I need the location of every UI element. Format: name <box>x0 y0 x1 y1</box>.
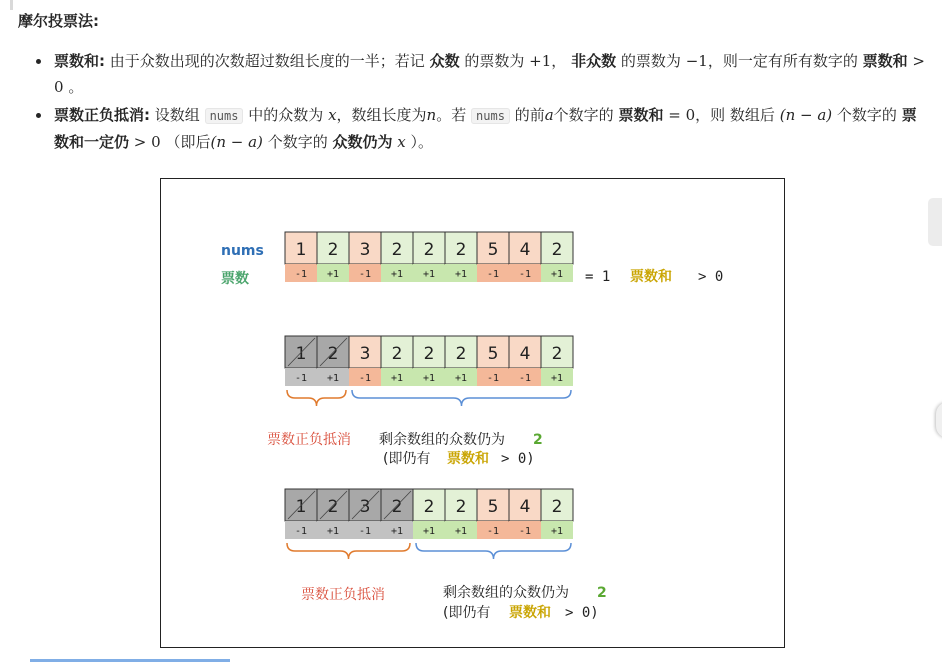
text: 设数组 <box>154 106 200 124</box>
vote-label: +1 <box>550 373 564 384</box>
vote-label: +1 <box>326 269 340 280</box>
vote-label: -1 <box>294 373 308 384</box>
vote-label: -1 <box>518 526 532 537</box>
number-label: 3 <box>359 344 371 364</box>
remain-label: 剩余数组的众数仍为 <box>379 432 505 448</box>
math-n-minus-a: (n − a) <box>779 106 833 124</box>
number-label: 1 <box>295 344 307 364</box>
brace-cancel <box>287 390 346 406</box>
number-label: 2 <box>423 344 435 364</box>
text: ，数组长度为 <box>336 106 427 124</box>
bold-vote-sum: 票数和 <box>618 106 664 124</box>
vote-label: -1 <box>518 269 532 280</box>
number-label: 4 <box>519 344 531 364</box>
vote-label: -1 <box>358 373 372 384</box>
vote-label: -1 <box>486 269 500 280</box>
bold-majority-still: 众数仍为 <box>332 133 393 151</box>
brace-cancel <box>287 543 410 559</box>
brace-remain <box>416 543 571 559</box>
number-label: 2 <box>391 344 403 364</box>
still-suffix: > 0) <box>565 605 599 621</box>
number-label: 2 <box>455 344 467 364</box>
math-n: n <box>426 106 437 124</box>
number-label: 5 <box>487 497 499 517</box>
side-floating-button[interactable] <box>936 402 942 438</box>
vote-label: -1 <box>358 526 372 537</box>
inline-code-nums: nums <box>471 108 510 124</box>
text: 的前 <box>514 106 545 124</box>
text: 由于众数出现的次数超过数组长度的一半；若记 <box>109 52 425 70</box>
number-label: 2 <box>423 240 435 260</box>
still-prefix: (即仍有 <box>383 451 431 467</box>
vote-label: -1 <box>518 373 532 384</box>
brace-remain <box>352 390 571 406</box>
math-gt-zero: > 0 <box>133 133 161 151</box>
number-label: 2 <box>391 240 403 260</box>
bullet-vote-cancel <box>30 102 925 155</box>
vote-label: +1 <box>390 373 404 384</box>
votes-label: 票数 <box>221 271 249 287</box>
text: 的票数为 <box>464 52 525 70</box>
text: 的票数为 <box>620 52 681 70</box>
side-toolbar-button[interactable] <box>928 198 942 246</box>
math-x: x <box>328 106 337 124</box>
next-line-fragment <box>10 659 250 665</box>
cancel-label: 票数正负抵消 <box>267 432 351 448</box>
math-minus-one: −1 <box>685 52 708 70</box>
text: 个数字的 <box>836 106 897 124</box>
number-label: 2 <box>391 497 403 517</box>
text: 中的众数为 <box>248 106 324 124</box>
remain-value: 2 <box>533 432 543 448</box>
term-vote-cancel: 票数正负抵消: <box>54 106 150 124</box>
number-label: 4 <box>519 497 531 517</box>
vote-label: +1 <box>390 526 404 537</box>
text: 个数字的 <box>553 106 614 124</box>
boyer-moore-figure <box>160 178 785 648</box>
text: 。若 <box>436 106 467 124</box>
inline-code-nums: nums <box>205 108 244 124</box>
vote-label: +1 <box>390 269 404 280</box>
math-plus-one: +1 <box>529 52 552 70</box>
text: ）。 <box>410 133 434 151</box>
cancel-label: 票数正负抵消 <box>301 587 385 603</box>
section-heading: 摩尔投票法: <box>18 12 99 30</box>
text: 个数字的 <box>267 133 328 151</box>
number-label: 2 <box>455 497 467 517</box>
explanation-list <box>30 48 925 157</box>
vote-label: +1 <box>326 373 340 384</box>
number-label: 1 <box>295 240 307 260</box>
still-prefix: (即仍有 <box>443 605 491 621</box>
number-label: 2 <box>551 240 563 260</box>
equation-suffix: > 0 <box>698 269 724 285</box>
vote-label: +1 <box>454 373 468 384</box>
text: 。 <box>68 78 84 96</box>
bullet-vote-sum <box>30 48 925 100</box>
vote-label: +1 <box>326 526 340 537</box>
number-label: 2 <box>455 240 467 260</box>
bold-vote-sum: 票数和 <box>862 52 908 70</box>
term-vote-sum: 票数和: <box>54 52 105 70</box>
equation-term: 票数和 <box>630 269 672 285</box>
figure-canvas <box>161 179 784 647</box>
number-label: 2 <box>327 344 339 364</box>
number-label: 4 <box>519 240 531 260</box>
nums-label: nums <box>221 243 264 259</box>
text: （即后 <box>165 133 211 151</box>
number-label: 2 <box>327 240 339 260</box>
vote-label: +1 <box>422 526 436 537</box>
previous-line-fragment <box>0 0 942 10</box>
number-label: 2 <box>423 497 435 517</box>
vote-label: -1 <box>294 526 308 537</box>
number-label: 1 <box>295 497 307 517</box>
remain-value: 2 <box>597 585 607 601</box>
equation-prefix: = 1 <box>585 269 611 285</box>
vote-label: -1 <box>294 269 308 280</box>
math-x: x <box>397 133 406 151</box>
still-term: 票数和 <box>447 451 489 467</box>
text: ，则 数组后 <box>695 106 775 124</box>
number-label: 3 <box>359 240 371 260</box>
vote-label: +1 <box>422 269 436 280</box>
vote-label: +1 <box>550 269 564 280</box>
number-label: 2 <box>551 344 563 364</box>
text: ，则一定有所有数字的 <box>707 52 858 70</box>
vote-label: +1 <box>550 526 564 537</box>
still-suffix: > 0) <box>501 451 535 467</box>
math-n-minus-a: (n − a) <box>210 133 263 151</box>
number-label: 5 <box>487 344 499 364</box>
math-eq-zero: = 0 <box>668 106 696 124</box>
number-label: 3 <box>359 497 371 517</box>
bold-non-majority: 非众数 <box>571 52 617 70</box>
vote-label: -1 <box>486 526 500 537</box>
still-term: 票数和 <box>509 605 551 621</box>
math-a: a <box>544 106 554 124</box>
vote-label: +1 <box>454 269 468 280</box>
vote-label: -1 <box>486 373 500 384</box>
number-label: 2 <box>551 497 563 517</box>
vote-label: +1 <box>422 373 436 384</box>
vote-label: -1 <box>358 269 372 280</box>
math-gt-zero: > 0 <box>54 52 925 96</box>
remain-label: 剩余数组的众数仍为 <box>443 585 569 601</box>
bold-vote-sum-still: 票数和一定仍 <box>54 106 917 151</box>
number-label: 2 <box>327 497 339 517</box>
number-label: 5 <box>487 240 499 260</box>
bold-majority: 众数 <box>429 52 460 70</box>
vote-label: +1 <box>454 526 468 537</box>
text: ， <box>551 52 567 70</box>
